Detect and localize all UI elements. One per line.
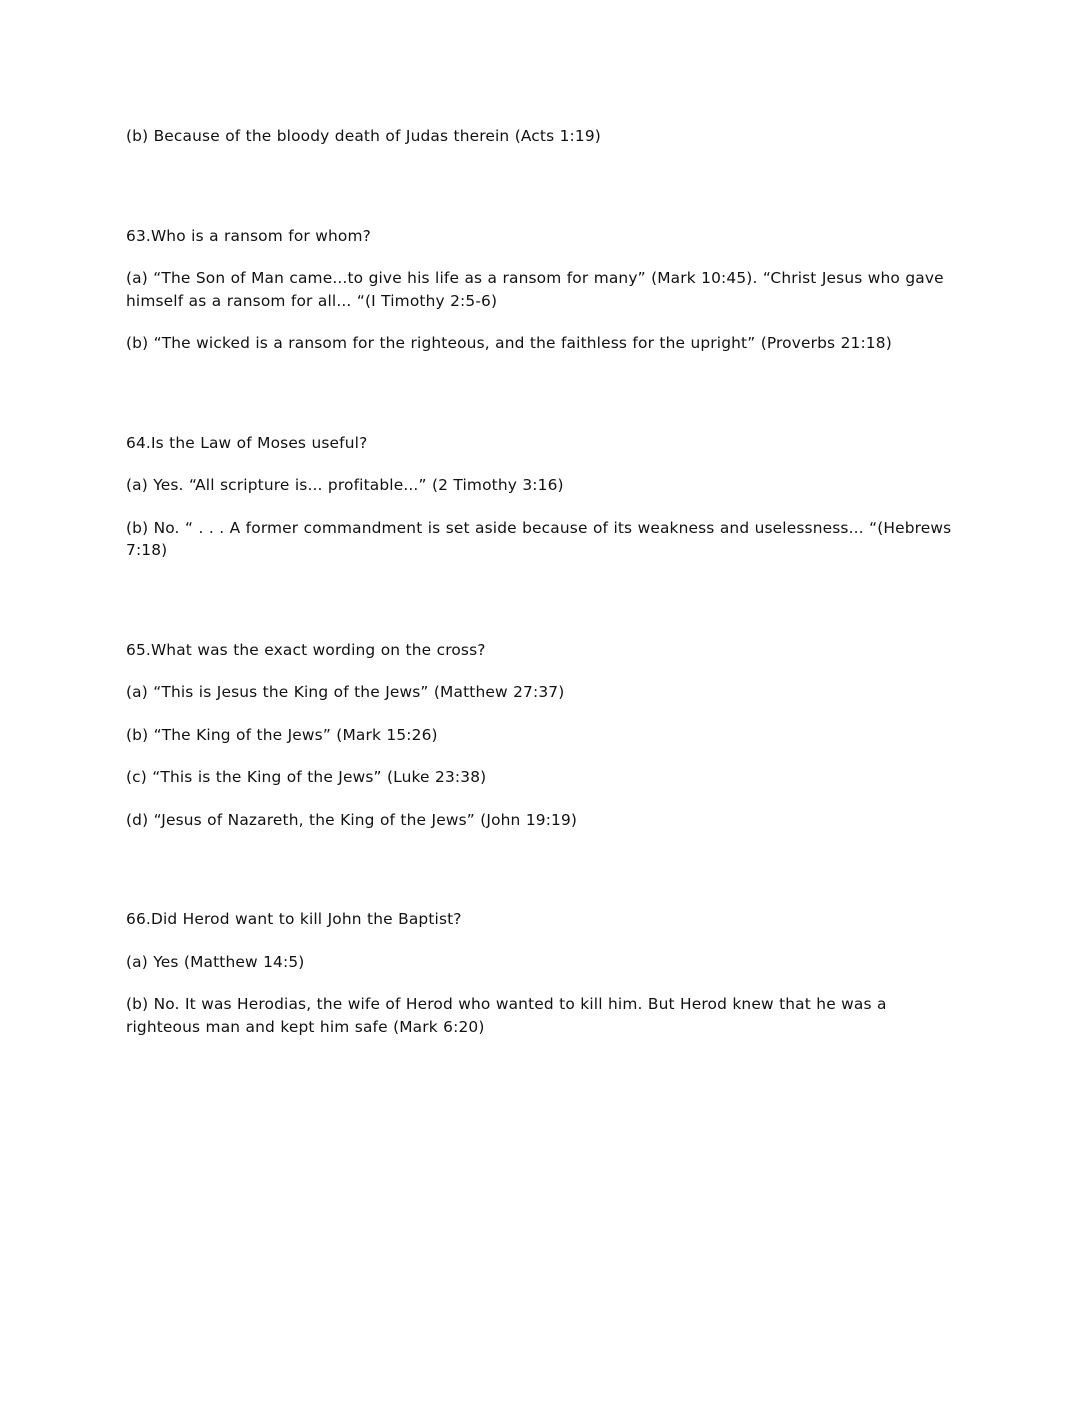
question-title-63: 63.Who is a ransom for whom?	[126, 226, 371, 245]
answer-65-d: (d) “Jesus of Nazareth, the King of the Jews” (John 19:19)	[126, 810, 578, 829]
answer-65-b: (b) “The King of the Jews” (Mark 15:26)	[126, 725, 438, 744]
document-body	[126, 125, 962, 1038]
answer-63-b: (b) “The wicked is a ransom for the righteous, and the faithless for the upright” (Proverbs 21:18)	[126, 334, 892, 352]
question-block-64	[126, 432, 962, 562]
question-title-66: 66.Did Herod want to kill John the Baptist?	[126, 910, 462, 928]
section-spacer	[126, 148, 962, 225]
answer-63-a: (a) “The Son of Man came...to give his life as a ransom for many” (Mark 10:45). “Christ Jesus who gave himself as a ransom for all... “(I Timothy 2:5-6)	[126, 269, 944, 310]
answer-64-a: (a) Yes. “All scripture is... profitable...” (2 Timothy 3:16)	[126, 476, 564, 494]
section-spacer	[126, 562, 962, 639]
answer-65-c: (c) “This is the King of the Jews” (Luke 23:38)	[126, 768, 487, 786]
question-block-66	[126, 908, 962, 1038]
question-title-65: 65.What was the exact wording on the cross?	[126, 640, 486, 659]
section-spacer	[126, 355, 962, 432]
answer-64-b: (b) No. “ . . . A former commandment is set aside because of its weakness and uselessness... “(Hebrews 7:18)	[126, 518, 952, 559]
answer-65-a: (a) “This is Jesus the King of the Jews” (Matthew 27:37)	[126, 683, 565, 701]
answer-66-b: (b) No. It was Herodias, the wife of Herod who wanted to kill him. But Herod knew that he was a righteous man and kept him safe (Mark 6:20)	[126, 995, 887, 1036]
answer-66-a: (a) Yes (Matthew 14:5)	[126, 952, 305, 971]
intro-paragraph-block	[126, 125, 962, 148]
intro-answer-b: (b) Because of the bloody death of Judas therein (Acts 1:19)	[126, 127, 601, 145]
section-spacer	[126, 831, 962, 908]
question-title-64: 64.Is the Law of Moses useful?	[126, 433, 368, 452]
question-block-63	[126, 225, 962, 355]
question-block-65	[126, 639, 962, 832]
